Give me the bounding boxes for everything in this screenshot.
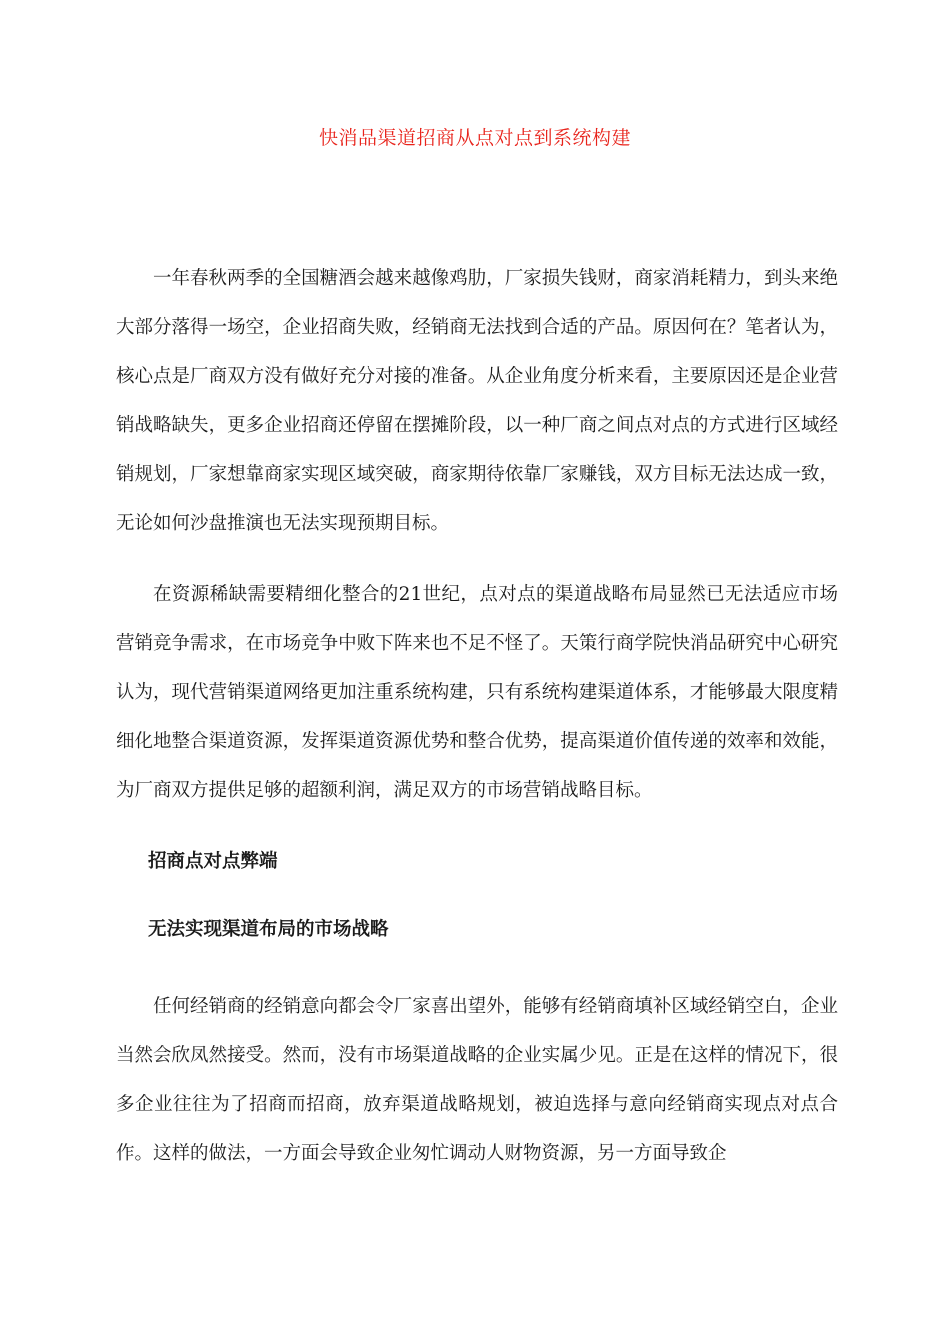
section-heading: 招商点对点弊端	[148, 851, 278, 872]
paragraph-intro: 一年春秋两季的全国糖酒会越来越像鸡肋，厂家损失钱财，商家消耗精力，到头来绝大部分落得一场空，企业招商失败，经销商无法找到合适的产品。原因何在？笔者认为，核心点是厂商双方没有做好充分对接的准备。从企业角度分析来看，主要原因还是企业营销战略缺失，更多企业招商还停留在摆摊阶段，以一种厂商之间点对点的方式进行区域经销规划，厂家想靠商家实现区域突破，商家期待依靠厂家赚钱，双方目标无法达成一致，无论如何沙盘推演也无法实现预期目标。	[116, 268, 838, 534]
paragraph-body: 任何经销商的经销意向都会令厂家喜出望外，能够有经销商填补区域经销空白，企业当然会欣凤然接受。然而，没有市场渠道战略的企业实属少见。正是在这样的情况下，很多企业往往为了招商而招商，放弃渠道战略规划，被迫选择与意向经销商实现点对点合作。这样的做法，一方面会导致企业匆忙调动人财物资源，另一方面导致企	[116, 996, 838, 1164]
document-title: 快消品渠道招商从点对点到系统构建	[318, 127, 631, 149]
paragraph-research: 在资源稀缺需要精细化整合的21世纪，点对点的渠道战略布局显然已无法适应市场营销竞争需求，在市场竞争中败下阵来也不足不怪了。天策行商学院快消品研究中心研究认为，现代营销渠道网络更加注重系统构建，只有系统构建渠道体系，才能够最大限度精细化地整合渠道资源，发挥渠道资源优势和整合优势，提高渠道价值传递的效率和效能，为厂商双方提供足够的超额利润，满足双方的市场营销战略目标。	[116, 584, 838, 801]
subsection-heading: 无法实现渠道布局的市场战略	[148, 919, 389, 940]
